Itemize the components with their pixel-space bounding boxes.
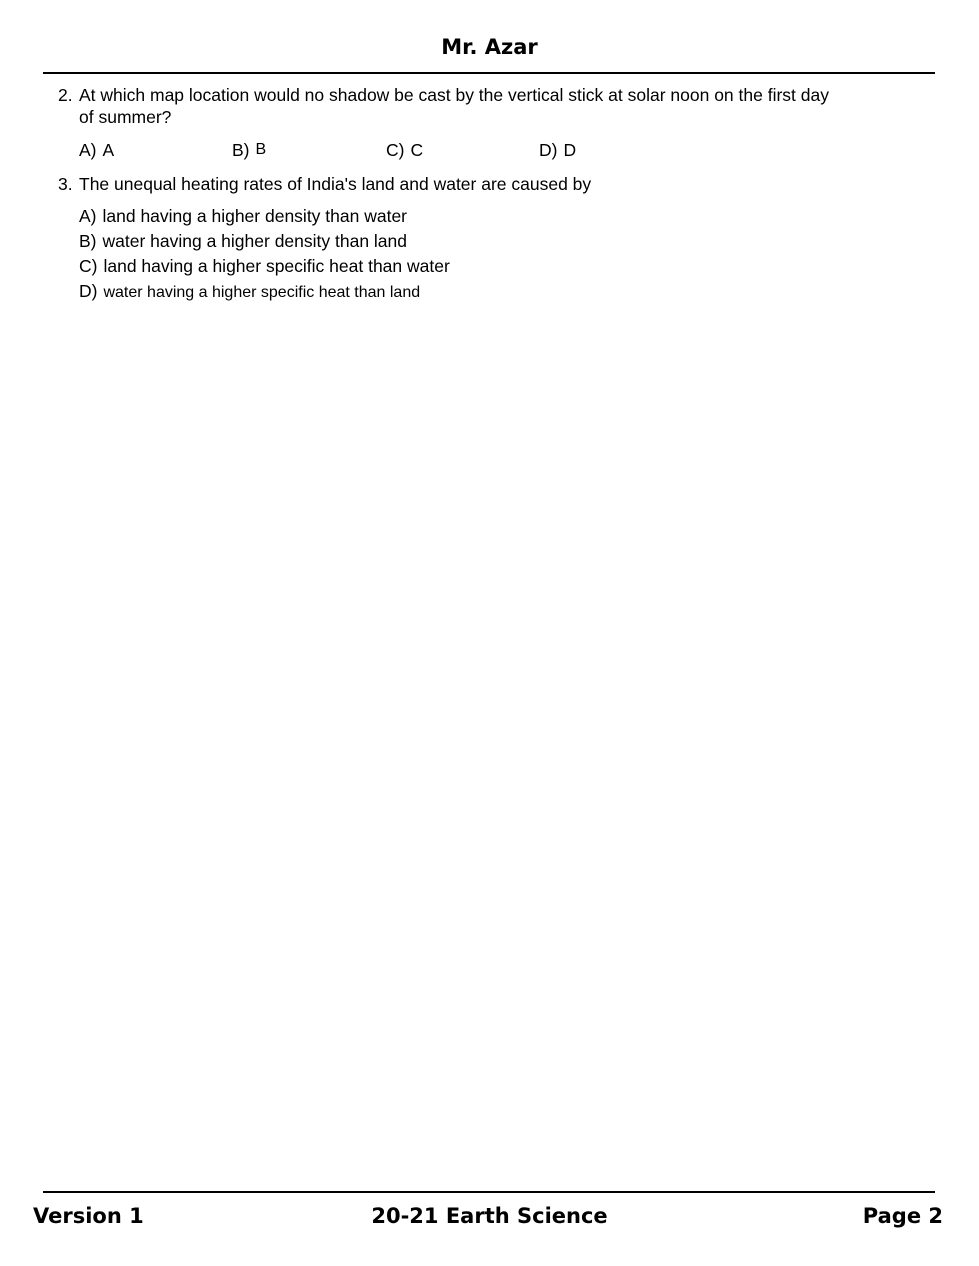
choice-letter: B)	[232, 140, 250, 160]
question-3	[58, 173, 848, 195]
answer-choice-c[interactable]	[79, 254, 450, 279]
footer-divider	[43, 1191, 935, 1193]
question-2-choices	[79, 139, 679, 163]
choice-text: land having a higher specific heat than water	[103, 256, 450, 276]
course-title: 20-21 Earth Science	[371, 1204, 608, 1228]
choice-letter: D)	[79, 281, 98, 301]
version-label: Version 1	[33, 1204, 144, 1228]
choice-text: water having a higher density than land	[102, 231, 408, 251]
answer-choice-b[interactable]	[79, 229, 450, 254]
answer-choice-a[interactable]	[79, 139, 114, 161]
page-number: Page 2	[862, 1204, 943, 1228]
choice-text: A	[102, 140, 115, 160]
choice-letter: C)	[386, 140, 405, 160]
choice-letter: A)	[79, 140, 97, 160]
question-text: At which map location would no shadow be cast by the vertical stick at solar noon on the first day of summer?	[79, 85, 829, 127]
choice-letter: D)	[539, 140, 558, 160]
answer-choice-a[interactable]	[79, 204, 450, 229]
answer-choice-c[interactable]	[386, 139, 423, 161]
question-3-choices	[79, 204, 450, 305]
question-2	[58, 84, 848, 128]
question-number: 3.	[58, 174, 73, 194]
answer-choice-d[interactable]	[539, 139, 576, 161]
answer-choice-d[interactable]	[79, 279, 450, 305]
choice-text: C	[410, 140, 424, 160]
answer-choice-b[interactable]	[232, 139, 266, 163]
header-divider	[43, 72, 935, 74]
choice-letter: A)	[79, 206, 97, 226]
question-number: 2.	[58, 85, 73, 105]
teacher-name: Mr. Azar	[441, 35, 538, 59]
choice-text: B	[255, 141, 267, 158]
question-text: The unequal heating rates of India's land and water are caused by	[79, 174, 592, 194]
choice-text: land having a higher density than water	[102, 206, 408, 226]
choice-text: water having a higher specific heat than land	[103, 284, 421, 301]
choice-letter: B)	[79, 231, 97, 251]
choice-text: D	[563, 140, 577, 160]
choice-letter: C)	[79, 256, 98, 276]
